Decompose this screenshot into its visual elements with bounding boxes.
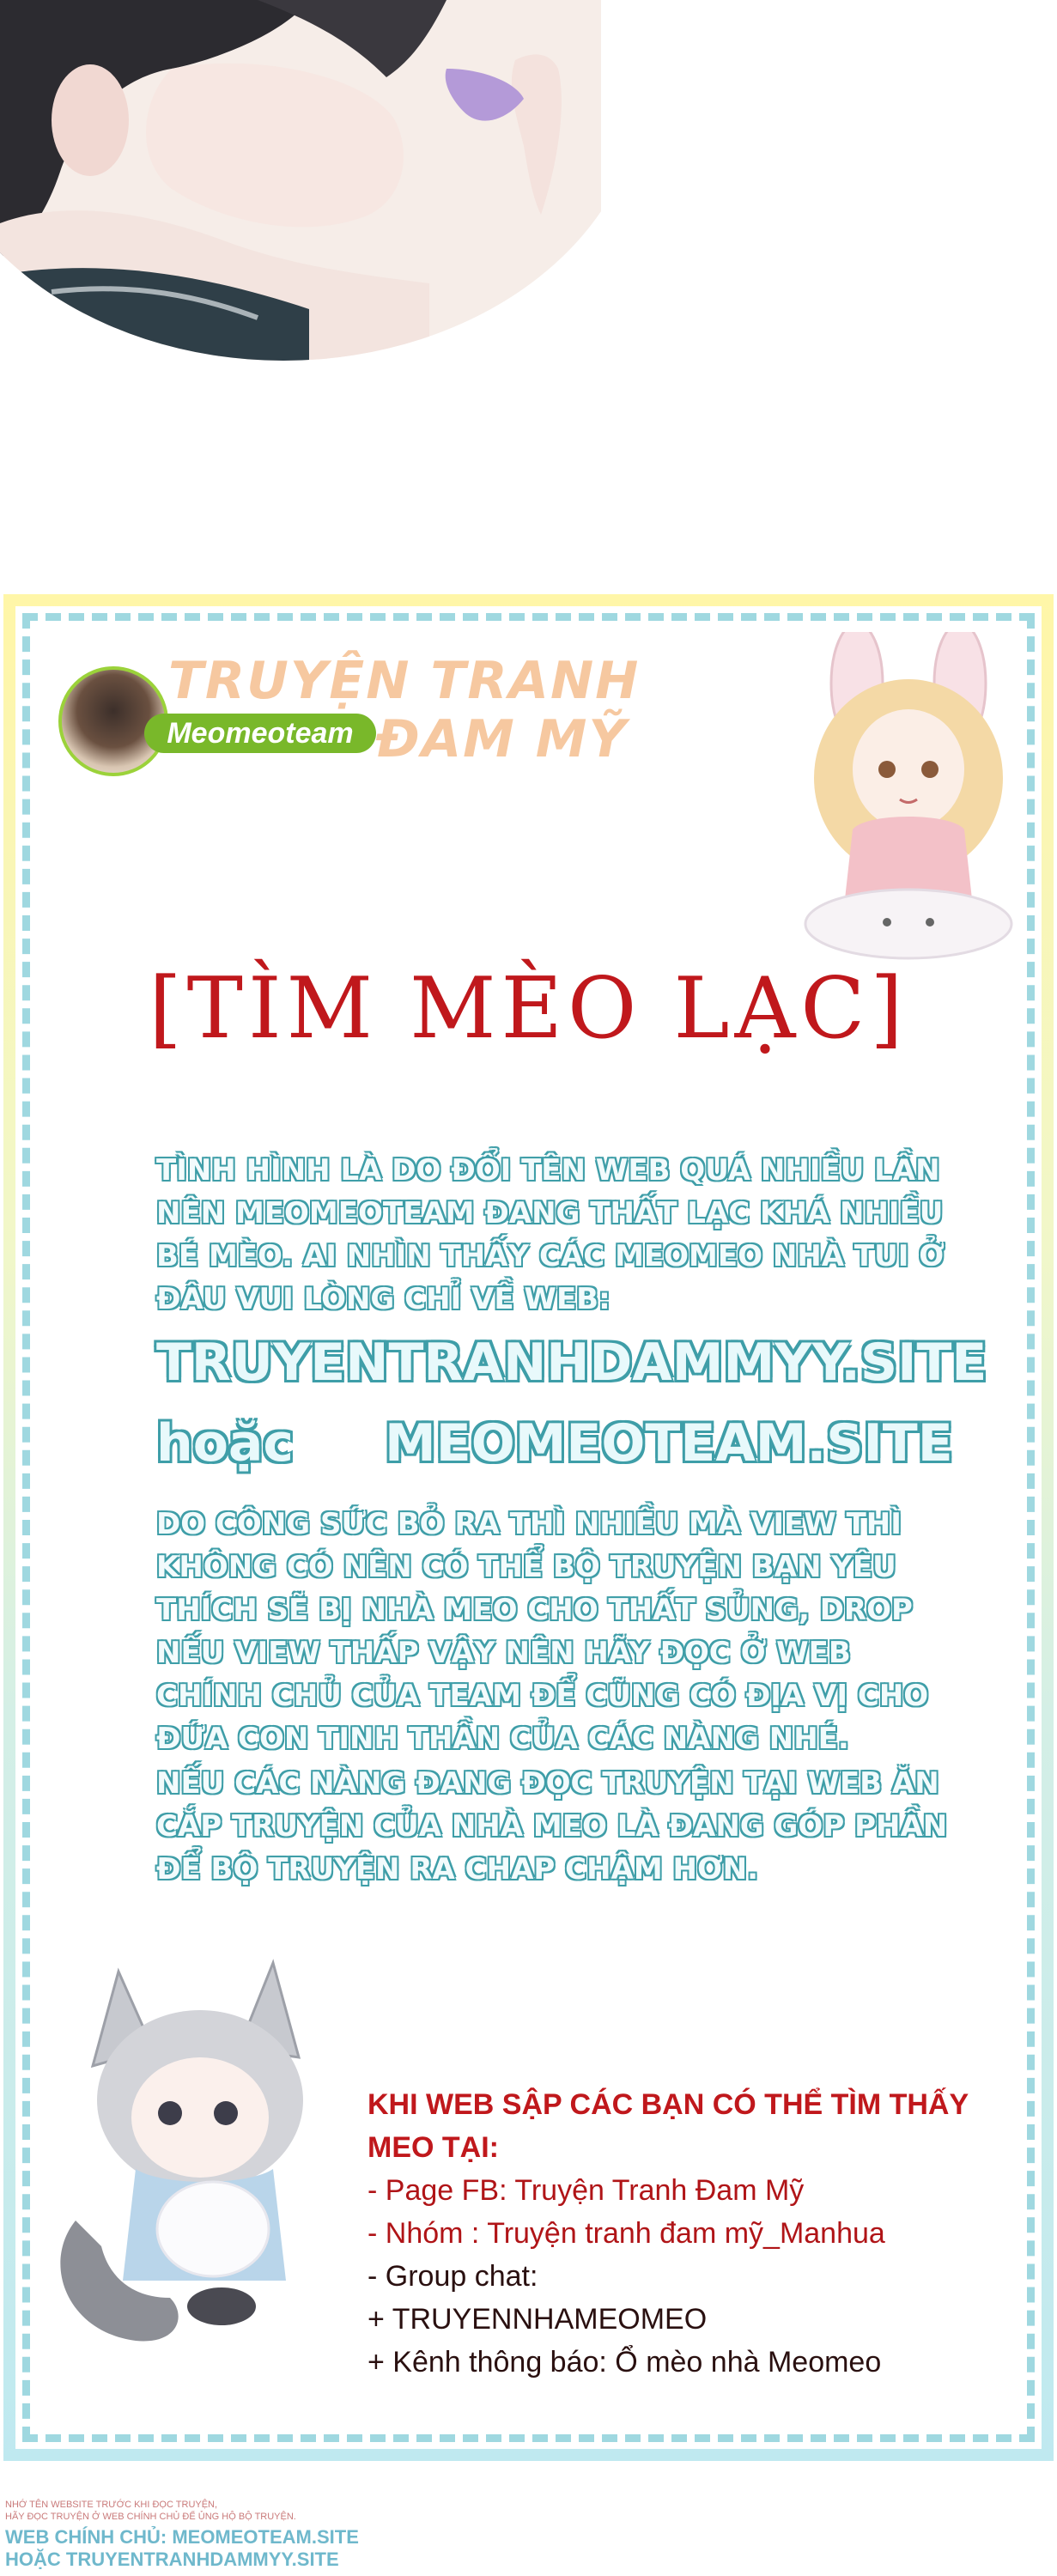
- footer-small-line-1: NHỚ TÊN WEBSITE TRƯỚC KHI ĐỌC TRUYỆN,: [5, 2500, 218, 2510]
- notice-frame: [3, 594, 1054, 2461]
- contact-item-group: - Nhóm : Truyện tranh đam mỹ_Manhua: [368, 2217, 885, 2250]
- notice-paragraph-2: DO CÔNG SỨC BỎ RA THÌ NHIỀU MÀ VIEW THÌ KHÔNG CÓ NÊN CÓ THỂ BỘ TRUYỆN BẠN YÊU THÍCH SẼ BỊ NHÀ MEO CHO THẤT SỦNG, DROP NẾU VIEW THẤP VẬY NÊN HÃY ĐỌC Ở WEB CHÍNH CHỦ CỦA TEAM ĐỂ CŨNG CÓ ĐỊA VỊ CHO ĐỨA CON TINH THẦN CỦA CÁC NÀNG NHÉ.: [156, 1507, 929, 1756]
- or-word: hoặc: [156, 1413, 294, 1473]
- notice-title: [TÌM MÈO LẠC]: [149, 960, 908, 1058]
- footer-watermark: [5, 2526, 359, 2571]
- contact-item-announcement-channel: + Kênh thông báo: Ổ mèo nhà Meomeo: [368, 2346, 882, 2379]
- contact-block: [368, 2083, 1020, 2384]
- bunny-girl-illustration: [780, 632, 1037, 967]
- comic-panel: [0, 0, 1057, 532]
- footer-small-line-2: HÃY ĐỌC TRUYỆN Ở WEB CHÍNH CHỦ ĐỂ ỦNG HỘ BỘ TRUYỆN.: [5, 2512, 296, 2522]
- contact-item-chat-name: + TRUYENNHAMEOMEO: [368, 2303, 708, 2336]
- comic-illustration: [0, 0, 1057, 532]
- footer-line-1: WEB CHÍNH CHỦ: MEOMEOTEAM.SITE: [5, 2526, 359, 2548]
- notice-paragraph-3: NẾU CÁC NÀNG ĐANG ĐỌC TRUYỆN TẠI WEB ĂN CẮP TRUYỆN CỦA NHÀ MEO LÀ ĐANG GÓP PHẦN ĐỂ BỘ TRUYỆN RA CHAP CHẬM HƠN.: [156, 1766, 948, 1886]
- notice-paragraph-1: TÌNH HÌNH LÀ DO ĐỔI TÊN WEB QUÁ NHIỀU LẦN NÊN MEOMEOTEAM ĐANG THẤT LẠC KHÁ NHIỀU BÉ MÈO. AI NHÌN THẤY CÁC MEOMEO NHÀ TUI Ở ĐÂU VUI LÒNG CHỈ VỀ WEB:: [156, 1153, 945, 1316]
- footer-small-note: [5, 2499, 296, 2523]
- notice-card: [15, 606, 1042, 2449]
- logo-badge: Meomeoteam: [144, 714, 376, 753]
- contact-item-group-chat: - Group chat:: [368, 2260, 538, 2293]
- footer-line-2: HOẶC TRUYENTRANHDAMMYY.SITE: [5, 2549, 339, 2570]
- contact-item-facebook-page: - Page FB: Truyện Tranh Đam Mỹ: [368, 2174, 805, 2207]
- fox-boy-illustration: [41, 1937, 350, 2366]
- logo-text-line1: TRUYỆN TRANH: [168, 651, 641, 711]
- contact-heading: KHI WEB SẬP CÁC BẠN CÓ THỂ TÌM THẤY MEO TẠI:: [368, 2088, 969, 2164]
- site-link-1: TRUYENTRANHDAMMYY.SITE: [156, 1333, 987, 1393]
- site-link-2: MEOMEOTEAM.SITE: [385, 1413, 953, 1473]
- logo-text-line2: ĐAM MỸ: [376, 709, 628, 769]
